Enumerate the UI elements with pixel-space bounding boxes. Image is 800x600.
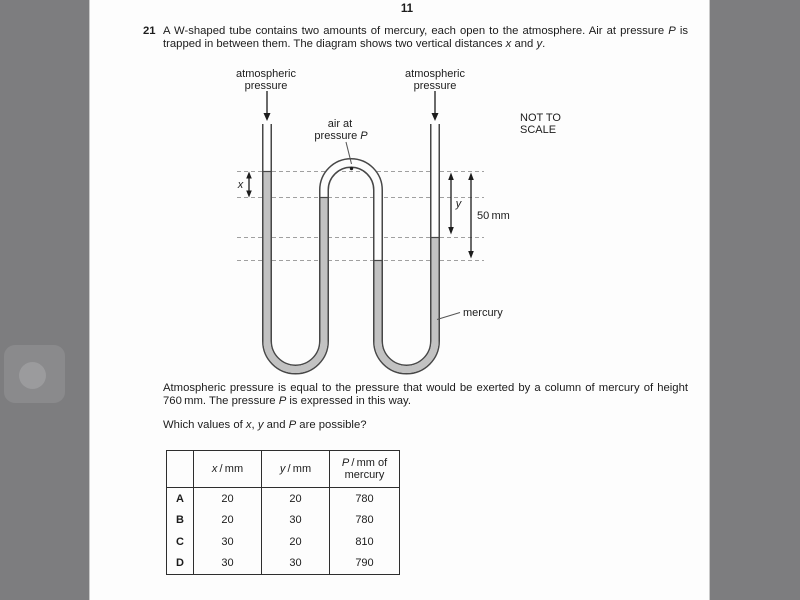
air-pressure-label-line1: air at (327, 118, 353, 130)
left-gray-panel (0, 0, 90, 600)
atmospheric-pressure-paragraph: Atmospheric pressure is equal to the pressure that would be exerted by a column of mercury of height 760 mm. The pressure P is expressed in this way. (163, 382, 688, 407)
table-row-letter: A (167, 488, 194, 510)
atmospheric-arrowhead-left (264, 113, 271, 121)
not-to-scale-label: NOT TO (520, 112, 561, 124)
table-cell-x: 30 (194, 553, 262, 575)
mercury-leader-line (437, 313, 460, 320)
table-cell-p: 790 (355, 557, 374, 570)
mercury-fill-right (378, 238, 435, 370)
table-cell-p: 780 (355, 492, 374, 505)
table-row-letter: B (167, 510, 194, 532)
table-header-x: x / mm (194, 451, 262, 488)
air-pressure-point-dot (350, 167, 353, 170)
table-corner-cell (167, 451, 194, 488)
table-cell-y: 30 (262, 553, 330, 575)
atmospheric-label-left-line2: pressure (244, 80, 288, 92)
table-cell-y: 30 (262, 510, 330, 532)
page-number: 11 (400, 3, 414, 15)
table-cell-p: 810 (355, 535, 374, 548)
table-cell-x: 20 (194, 488, 262, 510)
atmospheric-label-left: atmospheric (236, 68, 296, 80)
atmospheric-label-right: atmospheric (405, 68, 465, 80)
mercury-fill-left (267, 172, 324, 370)
w-tube-diagram (230, 60, 570, 380)
table-cell-y: 20 (262, 531, 330, 553)
question-number: 21 (143, 25, 156, 37)
atmospheric-label-right-line2: pressure (413, 80, 457, 92)
nav-button-circle-icon (19, 362, 46, 389)
table-cell-x: 20 (194, 510, 262, 532)
right-gray-panel (709, 0, 800, 600)
table-cell-y: 20 (262, 488, 330, 510)
mercury-label: mercury (463, 307, 503, 319)
question-text: A W-shaped tube contains two amounts of mercury, each open to the atmosphere. Air at pressure P is trapped in between them. The diagram shows two vertical distances x and y. (163, 25, 688, 50)
air-pressure-label-line2: pressure P (314, 130, 368, 142)
y-arrowhead-top (448, 173, 454, 181)
y-arrowhead-bottom (448, 227, 454, 235)
question-prompt: Which values of x, y and P are possible? (163, 419, 367, 431)
table-cell-x: 30 (194, 531, 262, 553)
x-arrowhead-top (246, 172, 252, 179)
span-arrowhead-bottom (468, 251, 474, 259)
table-row-letter: D (167, 553, 194, 575)
table-cell-p: 780 (355, 514, 374, 527)
table-header-p: P / mm of mercury (330, 451, 399, 488)
y-dimension-label: y (455, 198, 462, 210)
x-dimension-label: x (237, 179, 244, 191)
span-arrowhead-top (468, 173, 474, 181)
w-tube-bore (267, 123, 435, 370)
x-arrowhead-bottom (246, 191, 252, 198)
answer-table (166, 450, 400, 575)
table-header-y: y / mm (262, 451, 330, 488)
table-row-letter: C (167, 531, 194, 553)
span-dimension-label: 50 mm (477, 210, 510, 222)
nav-overlay-button[interactable] (4, 345, 65, 403)
not-to-scale-label-line2: SCALE (520, 124, 557, 136)
atmospheric-arrowhead-right (432, 113, 439, 121)
